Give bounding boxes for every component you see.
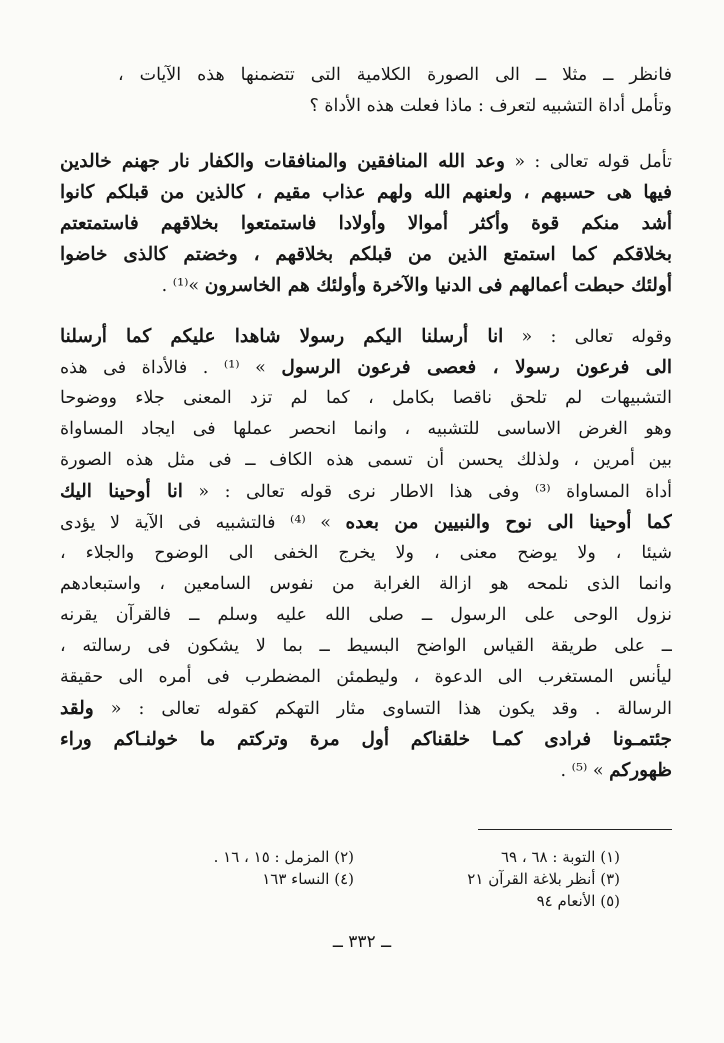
text-tail: » ⁽¹⁾ . فالأداة فى هذه [60,358,282,378]
text-line [60,321,672,352]
quote-lead: وقوله تعالى : « [503,327,672,347]
quran-quote: انا أرسلنا اليكم رسولا شاهدا عليكم كما أرسلنا [60,326,504,347]
text-line: ــ على طريقة القياس الواضح البسيط ــ بما لا يشكون فى رسالته ، [60,636,672,656]
footnote: (٣) أنظر بلاغة القرآن ٢١ [467,870,620,888]
text-line: ليأنس المستغرب الى الدعوة ، وليطمئن المضطرب فى أمره الى حقيقة [60,667,672,687]
text-line [60,146,672,177]
text-line: بين أمرين ، ولذلك يحسن أن تسمى هذه الكاف ــ فى مثل هذه الصورة [60,450,672,470]
footnote-ref: »⁽¹⁾ . [161,276,205,296]
text-line: التشبيهات لم تلحق ناقصا بكامل ، كما لم تزد المعنى جلاء ووضوحا [60,388,672,408]
text-line [60,507,672,538]
footnote: (١) التوبة : ٦٨ ، ٦٩ [500,848,620,866]
text-line [60,352,672,383]
quran-quote: كما أوحينا الى نوح والنبيين من بعده [345,512,672,533]
quran-quote: ولقد [60,698,94,719]
text-line: نزول الوحى على الرسول ــ صلى الله عليه وسلم ــ فالقرآن يقرنه [60,605,672,625]
footnote: (٤) النساء ١٦٣ [262,870,354,888]
footnote-divider [478,829,672,830]
text-lead: الرسالة . وقد يكون هذا التساوى مثار التهكم كقوله تعالى : « [93,699,672,719]
footnote: (٢) المزمل : ١٥ ، ١٦ . [213,848,354,866]
intro-paragraph [118,60,672,122]
quran-quote: وعد الله المنافقين والمنافقات والكفار نار جهنم خالدين [60,151,505,172]
quote-paragraph [60,146,672,301]
main-paragraph [60,321,672,786]
footnote-ref: » ⁽⁵⁾ . [560,761,610,781]
quran-quote: ظهوركم [609,760,672,781]
text-line: فانظر ــ مثلا ــ الى الصورة الكلامية التى تتضمنها هذه الآيات ، [118,65,672,85]
text-line [60,270,672,301]
text-line: وانما الذى نلمحه هو ازالة الغرابة من نفوس السامعين ، واستبعادهم [60,574,672,594]
quran-quote: الى فرعون رسولا ، فعصى فرعون الرسول [281,357,672,378]
footnote: (٥) الأنعام ٩٤ [536,892,620,910]
text-line [60,693,672,724]
text-line: وهو الغرض الاساسى للتشبيه ، وانما انحصر عملها فى ايجاد المساواة [60,419,672,439]
quran-quote-line: جئتمـونا فرادى كمـا خلقناكم أول مرة وتركتم ما خولنـاكم وراء [60,729,672,750]
text-line [60,476,672,507]
text-line [60,755,672,786]
quran-quote-line: أشد منكم قوة وأكثر أموالا وأولادا فاستمتعوا بخلاقهم فاستمتعتم [60,213,672,234]
text-line: شيئا ، ولا يوضح معنى ، ولا يخرج الخفى الى الوضوح والجلاء ، [60,543,672,563]
page-number: ــ ٣٣٢ ــ [332,932,392,952]
quote-lead: تأمل قوله تعالى : « [504,152,672,172]
text-lead: أداة المساواة ⁽³⁾ وفى هذا الاطار نرى قوله تعالى : « [182,482,672,502]
quran-quote: أولئك حبطت أعمالهم فى الدنيا والآخرة وأولئك هم الخاسرون [204,275,672,296]
quran-quote-line: فيها هى حسبهم ، ولعنهم الله ولهم عذاب مقيم ، كالذين من قبلكم كانوا [60,182,672,203]
text-tail: » ⁽⁴⁾ فالتشبيه فى الآية لا يؤدى [60,513,346,533]
quran-quote: انا أوحينا اليك [60,481,183,502]
quran-quote-line: بخلاقكم كما استمتع الذين من قبلكم بخلاقهم ، وخضتم كالذى خاضوا [60,244,672,265]
text-line: وتأمل أداة التشبيه لتعرف : ماذا فعلت هذه الأداة ؟ [309,96,672,116]
